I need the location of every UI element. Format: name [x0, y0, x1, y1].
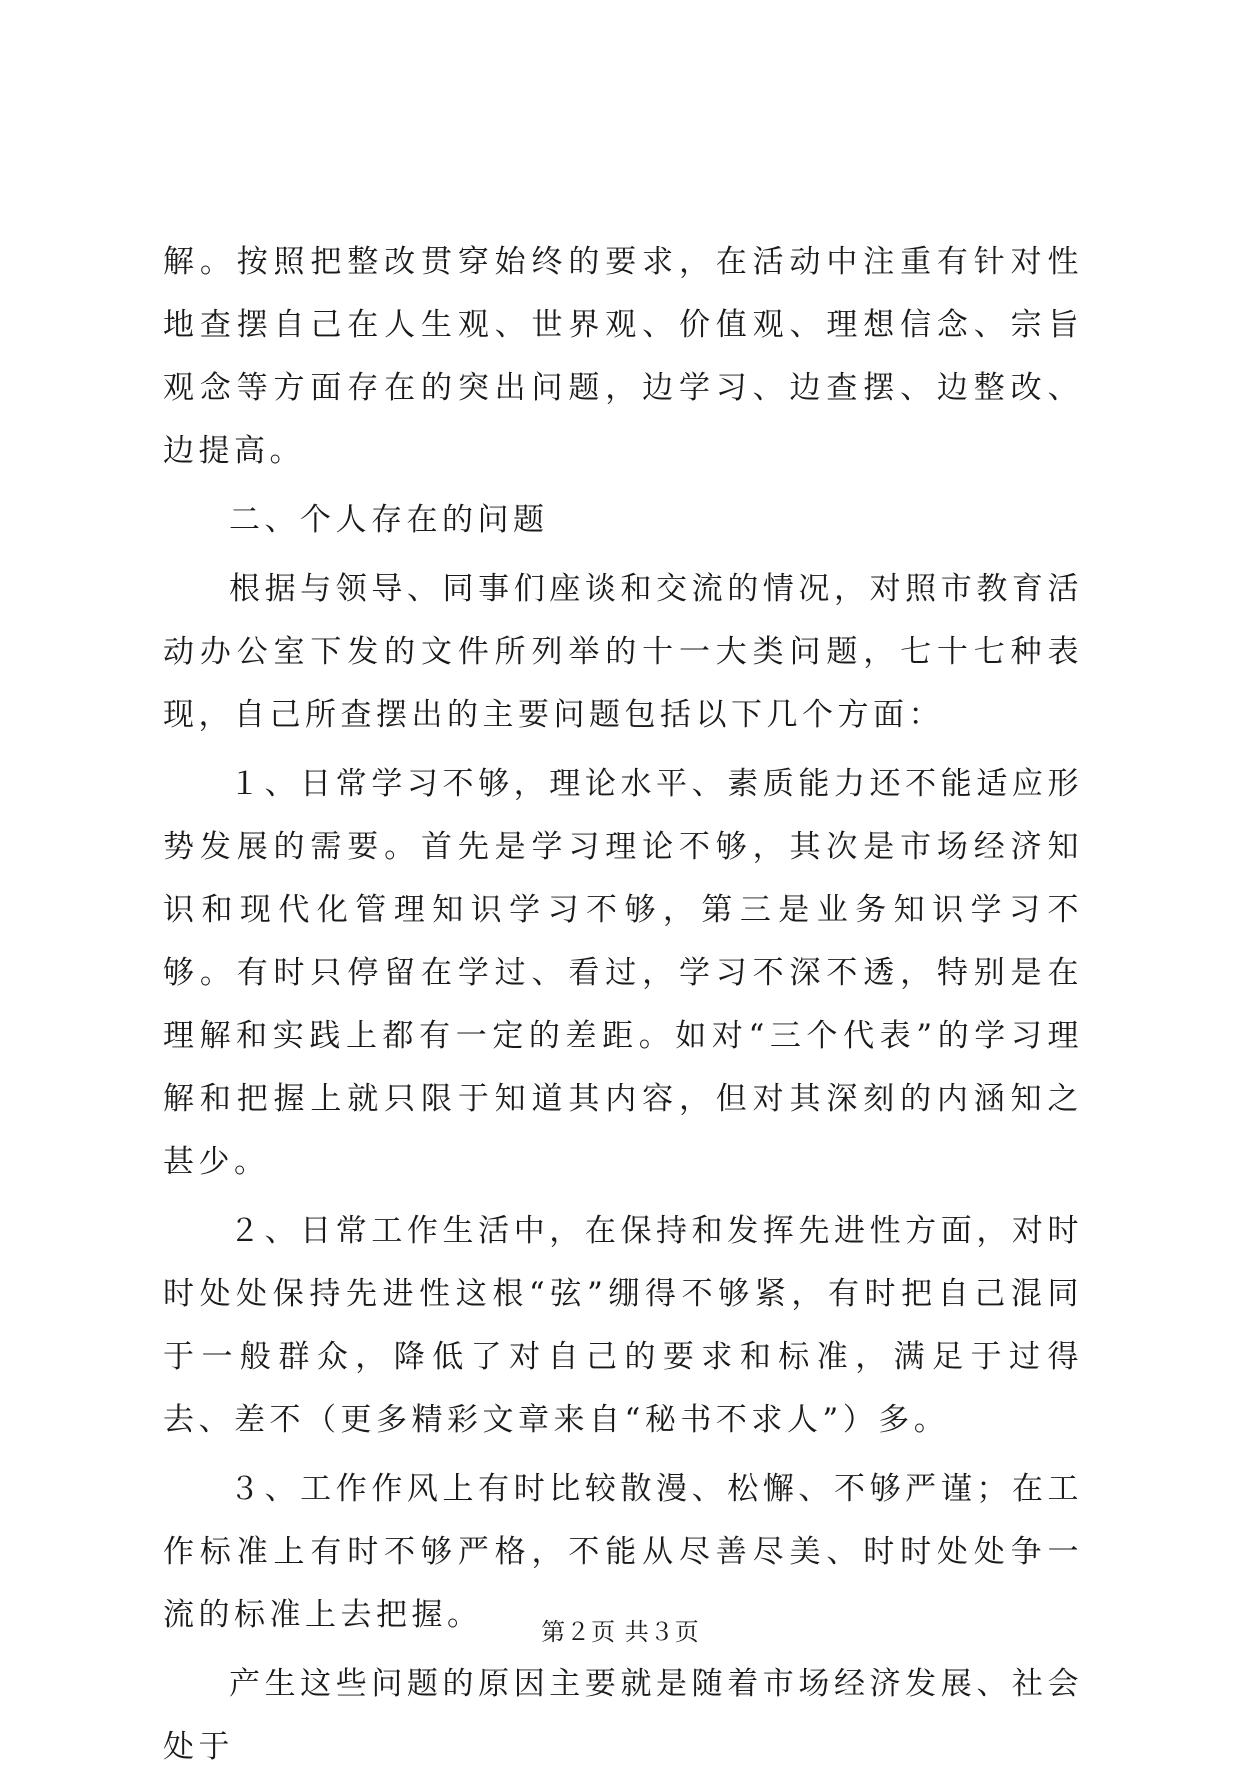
paragraph: 根据与领导、同事们座谈和交流的情况，对照市教育活动办公室下发的文件所列举的十一大类问题，七十七种表现，自己所查摆出的主要问题包括以下几个方面： — [163, 571, 1083, 733]
list-item-2: ２、日常工作生活中，在保持和发挥先进性方面，对时时处处保持先进性这根“弦”绷得不够紧，有时把自己混同于一般群众，降低了对自己的要求和标准，满足于过得去、差不（更多精彩文章来自“秘书不求人”）多。 — [163, 1213, 1083, 1438]
list-item-1: １、日常学习不够，理论水平、素质能力还不能适应形势发展的需要。首先是学习理论不够，其次是市场经济知识和现代化管理知识学习不够，第三是业务知识学习不够。有时只停留在学过、看过，学习不深不透，特别是在理解和实践上都有一定的差距。如对“三个代表”的学习理解和把握上就只限于知道其内容，但对其深刻的内涵知之甚少。 — [163, 766, 1083, 1180]
page-footer — [0, 1612, 1241, 1647]
section-heading: 二、个人存在的问题 — [229, 502, 549, 538]
document-body — [163, 231, 1083, 1785]
paragraph: 产生这些问题的原因主要就是随着市场经济发展、社会处于 — [163, 1666, 1083, 1765]
page-number: 第２页 共３页 — [541, 1618, 700, 1646]
list-item-3: ３、工作作风上有时比较散漫、松懈、不够严谨；在工作标准上有时不够严格，不能从尽善尽美、时时处处争一流的标准上去把握。 — [163, 1471, 1083, 1633]
paragraph-continued: 解。按照把整改贯穿始终的要求，在活动中注重有针对性地查摆自己在人生观、世界观、价值观、理想信念、宗旨观念等方面存在的突出问题，边学习、边查摆、边整改、边提高。 — [163, 244, 1083, 469]
